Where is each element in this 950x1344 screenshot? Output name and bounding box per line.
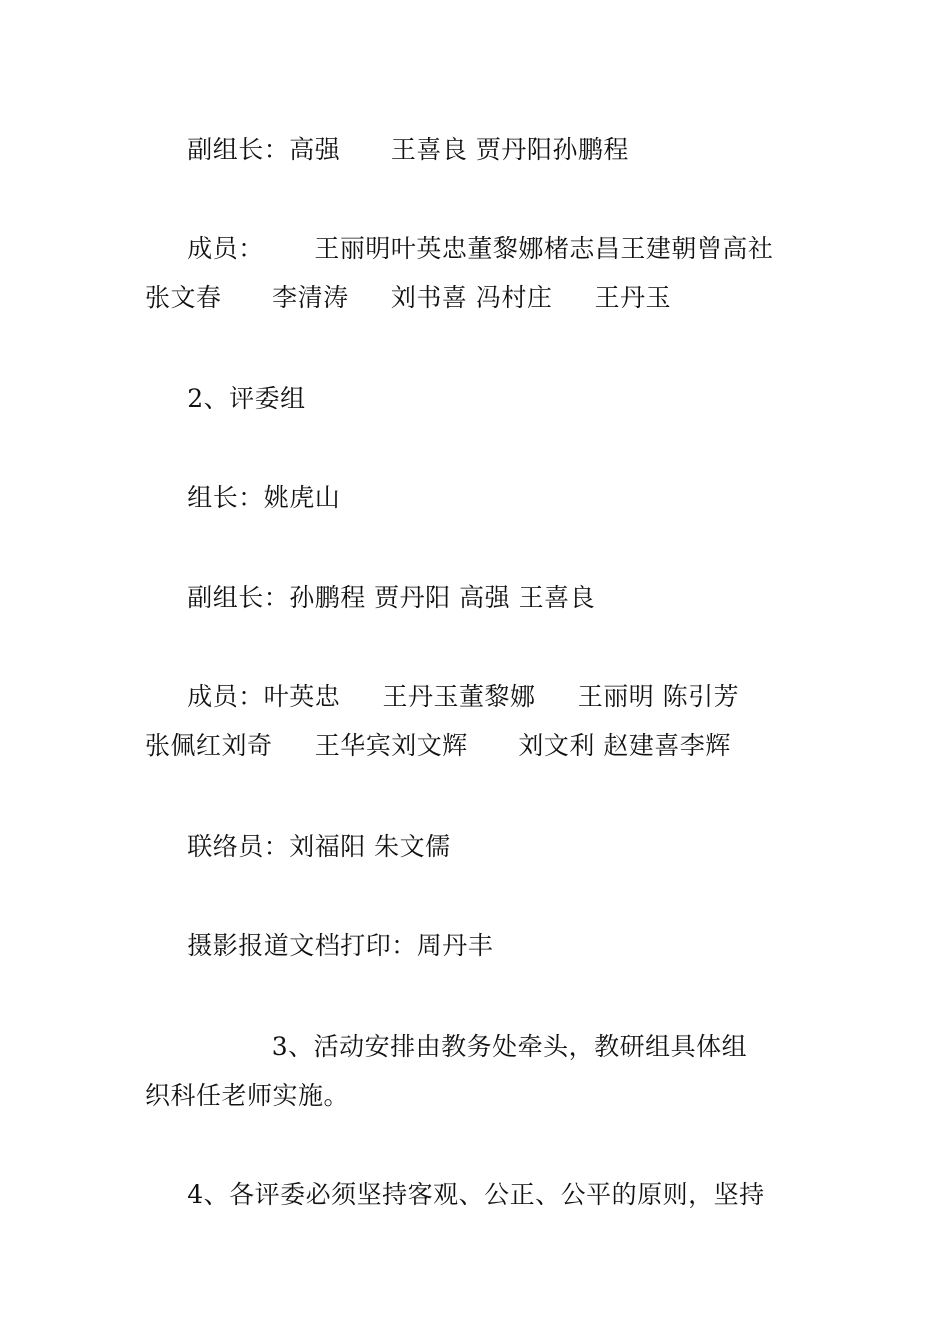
text-line-vice-leaders-1: 副组长：高强 王喜良 贾丹阳孙鹏程 xyxy=(145,135,629,164)
text-line-photography: 摄影报道文档打印：周丹丰 xyxy=(145,931,494,960)
section-heading-judges: 2、评委组 xyxy=(145,384,306,413)
text-line-vice-leaders-2: 副组长：孙鹏程 贾丹阳 高强 王喜良 xyxy=(145,583,596,612)
text-line-members-1b: 张文春 李清涛 刘书喜 冯村庄 王丹玉 xyxy=(145,283,672,312)
text-line-members-1a: 成员： 王丽明叶英忠董黎娜楮志昌王建朝曾高社 xyxy=(145,234,774,263)
text-line-leader-2: 组长：姚虎山 xyxy=(145,483,341,512)
text-line-members-2b: 张佩红刘奇 王华宾刘文辉 刘文利 赵建喜李辉 xyxy=(145,731,731,760)
paragraph-3-line-1: 3、活动安排由教务处牵头，教研组具体组 xyxy=(145,1032,748,1061)
text-line-members-2a: 成员：叶英忠 王丹玉董黎娜 王丽明 陈引芳 xyxy=(145,682,740,711)
paragraph-4-line-1: 4、各评委必须坚持客观、公正、公平的原则，坚持 xyxy=(145,1180,765,1209)
text-line-liaison: 联络员：刘福阳 朱文儒 xyxy=(145,832,451,861)
paragraph-3-line-2: 织科任老师实施。 xyxy=(145,1081,350,1110)
